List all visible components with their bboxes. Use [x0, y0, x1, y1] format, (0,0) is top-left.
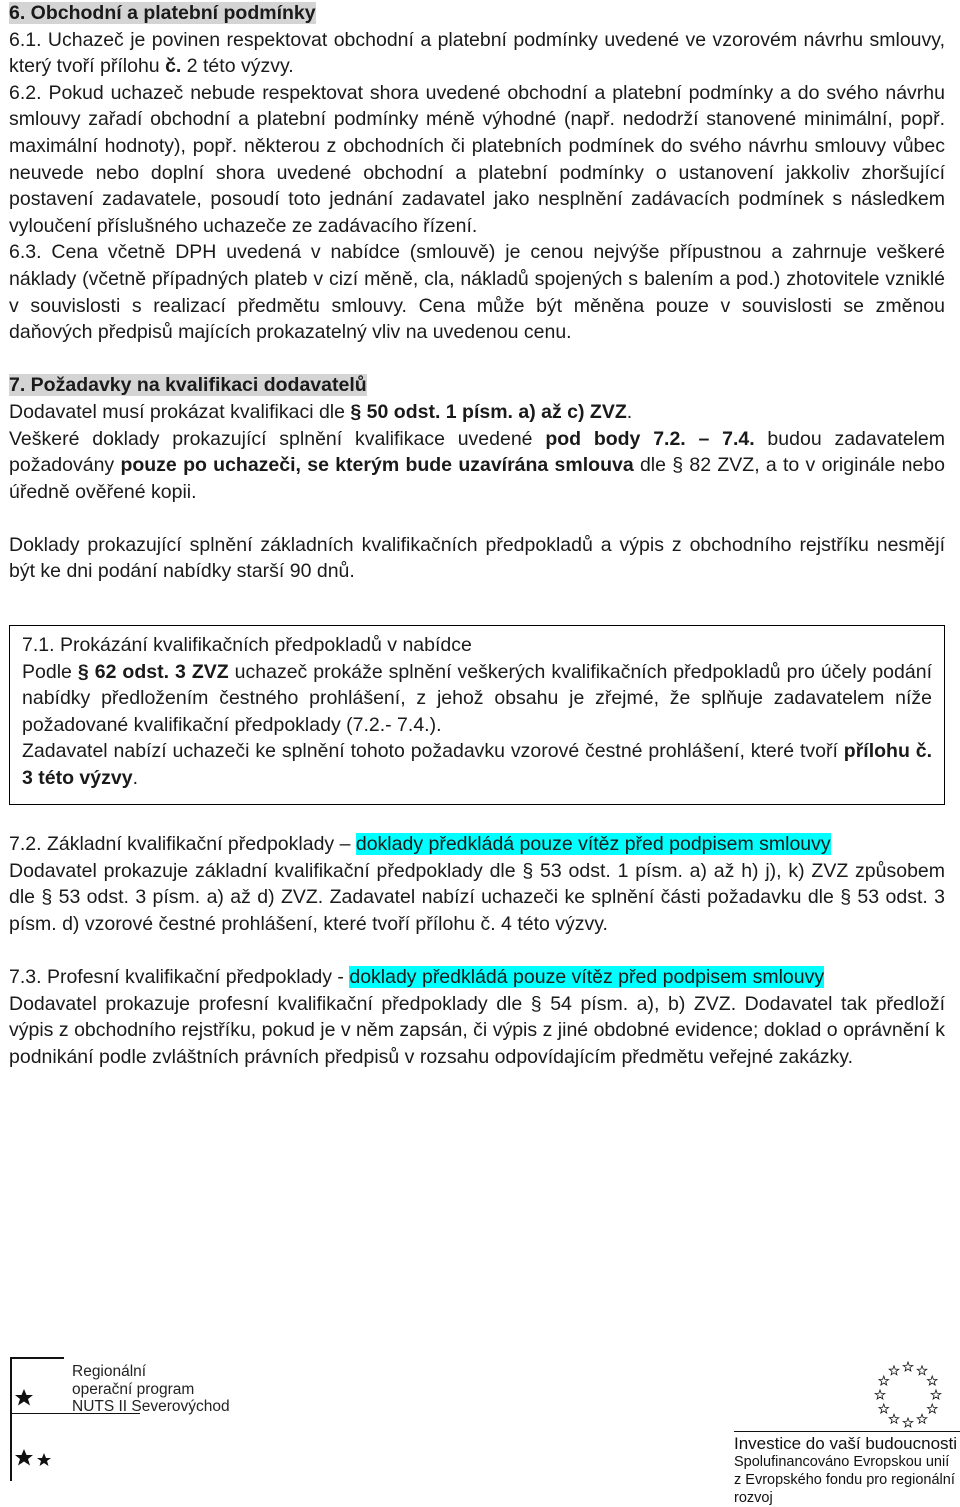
section-7-2-title: 7.2. Základní kvalifikační předpoklady – doklady předkládá pouze vítěz před podpisem smlouvy	[9, 833, 831, 856]
rop-logo-text: Regionální operační program NUTS II Severovýchod	[72, 1363, 230, 1415]
section-6-heading: 6. Obchodní a platební podmínky	[9, 2, 316, 24]
document-page	[9, 0, 945, 1071]
section-7-3-text: Dodavatel prokazuje profesní kvalifikační předpoklady dle § 54 písm. a), b) ZVZ. Dodavatel tak předloží výpis z obchodního rejstříku, pokud je v něm zapsán, či výpis z jiné obdobné evidence; doklad o oprávnění k podnikání podle zvláštních právních předpisů v rozsahu odpovídajícím předmětu veřejné zakázky.	[9, 992, 945, 1068]
footer-logos	[0, 1355, 960, 1506]
rop-logo	[10, 1357, 240, 1477]
eu-star-icon	[928, 1404, 938, 1413]
eu-star-icon	[889, 1414, 899, 1423]
section-7-3-title: 7.3. Profesní kvalifikační předpoklady - doklady předkládá pouze vítěz před podpisem smlouvy	[9, 966, 825, 989]
section-7-1-title: 7.1. Prokázání kvalifikačních předpokladů v nabídce	[22, 634, 472, 657]
paragraph-7-intro: Dodavatel musí prokázat kvalifikaci dle § 50 odst. 1 písm. a) až c) ZVZ.	[9, 400, 633, 423]
eu-star-icon	[928, 1376, 938, 1385]
eu-star-icon	[879, 1404, 889, 1413]
eu-star-icon	[879, 1376, 889, 1385]
paragraph-6-1: 6.1. Uchazeč je povinen respektovat obchodní a platební podmínky uvedené ve vzorovém návrhu smlouvy, který tvoří přílohu č. 2 této výzvy.	[9, 28, 945, 78]
eu-logo-divider	[734, 1431, 960, 1432]
eu-star-icon	[917, 1366, 927, 1375]
rop-stars-icon	[14, 1387, 54, 1477]
eu-logo-text: Investice do vaší budoucnosti Spolufinancováno Evropskou unií z Evropského fondu pro regionální rozvoj	[734, 1434, 958, 1506]
eu-star-icon	[875, 1390, 885, 1399]
section-7-heading: 7. Požadavky na kvalifikaci dodavatelů	[9, 374, 367, 397]
eu-star-icon	[903, 1418, 913, 1427]
paragraph-6-2: 6.2. Pokud uchazeč nebude respektovat shora uvedené obchodní a platební podmínky a do svého návrhu smlouvy zařadí obchodní a platební podmínky méně výhodné (např. nedodrží stanovené minimální, popř. maximální hodnoty), popř. některou z obchodních či platebních podmínek do svého návrhu smlouvy vůbec neuvede nebo doplní shora uvedené obchodní a platební podmínky o ustanovení jakkoliv zhoršující postavení zadavatele, posoudí toto jednání zadavatel jako nesplnění zadávacích podmínek s následkem vyloučení příslušného uchazeče ze zadávacího řízení.	[9, 81, 945, 237]
paragraph-6-3: 6.3. Cena včetně DPH uvedená v nabídce (smlouvě) je cenou nejvýše přípustnou a zahrnuje veškeré náklady (včetně případných plateb v cizí měně, cla, nákladů spojených s balením a pod.) zhotovitele vzniklé v souvislosti s realizací předmětu smlouvy. Cena může být měněna pouze v souvislosti se změnou daňových předpisů majících prokazatelný vliv na uvedenou cenu.	[9, 241, 945, 344]
paragraph-7-documents: Veškeré doklady prokazující splnění kvalifikace uvedené pod body 7.2. – 7.4. budou zadavatelem požadovány pouze po uchazeči, se kterým bude uzavírána smlouva dle § 82 ZVZ, a to v originále nebo úředně ověřené kopii.	[9, 427, 946, 503]
eu-star-icon	[889, 1366, 899, 1375]
section-7-2-text: Dodavatel prokazuje základní kvalifikační předpoklady dle § 53 odst. 1 písm. a) až h) j), k) ZVZ způsobem dle § 53 odst. 3 písm. a) až d) ZVZ. Zadavatel nabízí uchazeči ke splnění části požadavku dle § 53 odst. 3 písm. d) vzorové čestné prohlášení, které tvoří přílohu č. 4 této výzvy.	[9, 859, 945, 935]
section-7-1-box	[9, 625, 945, 805]
eu-star-icon	[903, 1362, 913, 1371]
paragraph-7-age-limit: Doklady prokazující splnění základních kvalifikačních předpokladů a výpis z obchodního rejstříku nesmějí být ke dni podání nabídky starší 90 dnů.	[9, 533, 945, 583]
eu-stars-icon	[868, 1357, 948, 1437]
section-7-1-offer: Zadavatel nabízí uchazeči ke splnění tohoto požadavku vzorové čestné prohlášení, které tvoří přílohu č. 3 této výzvy.	[22, 740, 933, 790]
section-7-1-text: Podle § 62 odst. 3 ZVZ uchazeč prokáže splnění veškerých kvalifikačních předpokladů pro účely podání nabídky předložením čestného prohlášení, z jehož obsahu je zřejmé, že splňuje zadavatelem níže požadované kvalifikační předpoklady (7.2.- 7.4.).	[22, 660, 932, 736]
eu-star-icon	[931, 1390, 941, 1399]
eu-logo	[700, 1355, 960, 1506]
eu-star-icon	[917, 1414, 927, 1423]
